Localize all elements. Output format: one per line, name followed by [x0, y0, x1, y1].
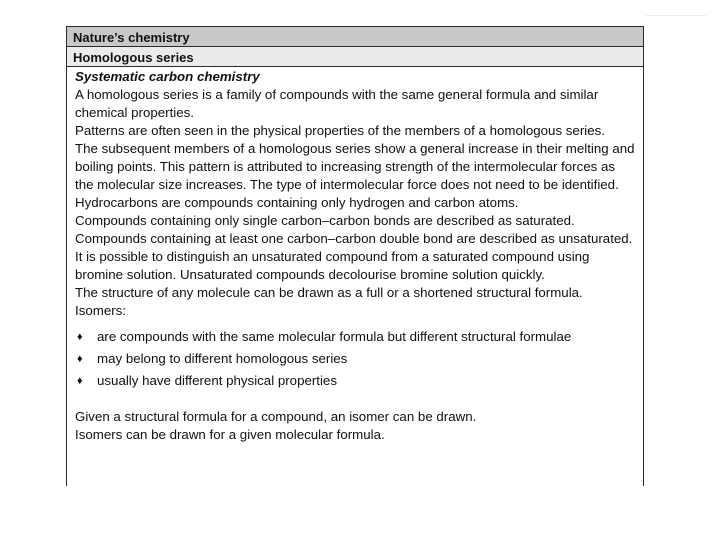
paragraph: The subsequent members of a homologous series show a general increase in their melting and boiling points. This pattern is attributed to increasing strength of the intermolecular forces as the molecular size increases. The type of intermolecular force does not need to be identified. — [75, 141, 635, 192]
table-content — [67, 67, 643, 444]
diamond-bullet-icon: ♦ — [77, 353, 83, 365]
list-item — [75, 370, 635, 392]
diamond-bullet-icon: ♦ — [77, 375, 83, 387]
table-subheader: Homologous series — [67, 47, 643, 67]
paragraph: Hydrocarbons are compounds containing only hydrogen and carbon atoms. — [75, 195, 519, 210]
list-item-text: may belong to different homologous series — [97, 351, 348, 366]
spacer — [75, 400, 635, 408]
page-rule — [646, 15, 706, 16]
list-item — [75, 348, 635, 370]
isomers-label: Isomers: — [75, 303, 126, 318]
paragraph: Isomers can be drawn for a given molecular formula. — [75, 427, 385, 442]
paragraph: Given a structural formula for a compound, an isomer can be drawn. — [75, 409, 477, 424]
table-header: Nature’s chemistry — [67, 27, 643, 47]
list-item-text: usually have different physical properties — [97, 373, 337, 388]
list-item — [75, 326, 635, 348]
paragraph: A homologous series is a family of compounds with the same general formula and similar chemical properties. — [75, 87, 599, 120]
paragraph: The structure of any molecule can be drawn as a full or a shortened structural formula. — [75, 285, 583, 300]
document-table — [66, 26, 644, 486]
list-item-text: are compounds with the same molecular formula but different structural formulae — [97, 329, 572, 344]
paragraph: Patterns are often seen in the physical properties of the members of a homologous series. — [75, 123, 605, 138]
section-title: Systematic carbon chemistry — [75, 69, 260, 84]
paragraph: Compounds containing only single carbon–carbon bonds are described as saturated. — [75, 213, 575, 228]
diamond-bullet-icon: ♦ — [77, 331, 83, 343]
isomer-bullet-list — [75, 326, 635, 392]
paragraph: It is possible to distinguish an unsaturated compound from a saturated compound using bromine solution. Unsaturated compounds decolourise bromine solution quickly. — [75, 249, 590, 282]
paragraph: Compounds containing at least one carbon–carbon double bond are described as unsaturated. — [75, 231, 633, 246]
